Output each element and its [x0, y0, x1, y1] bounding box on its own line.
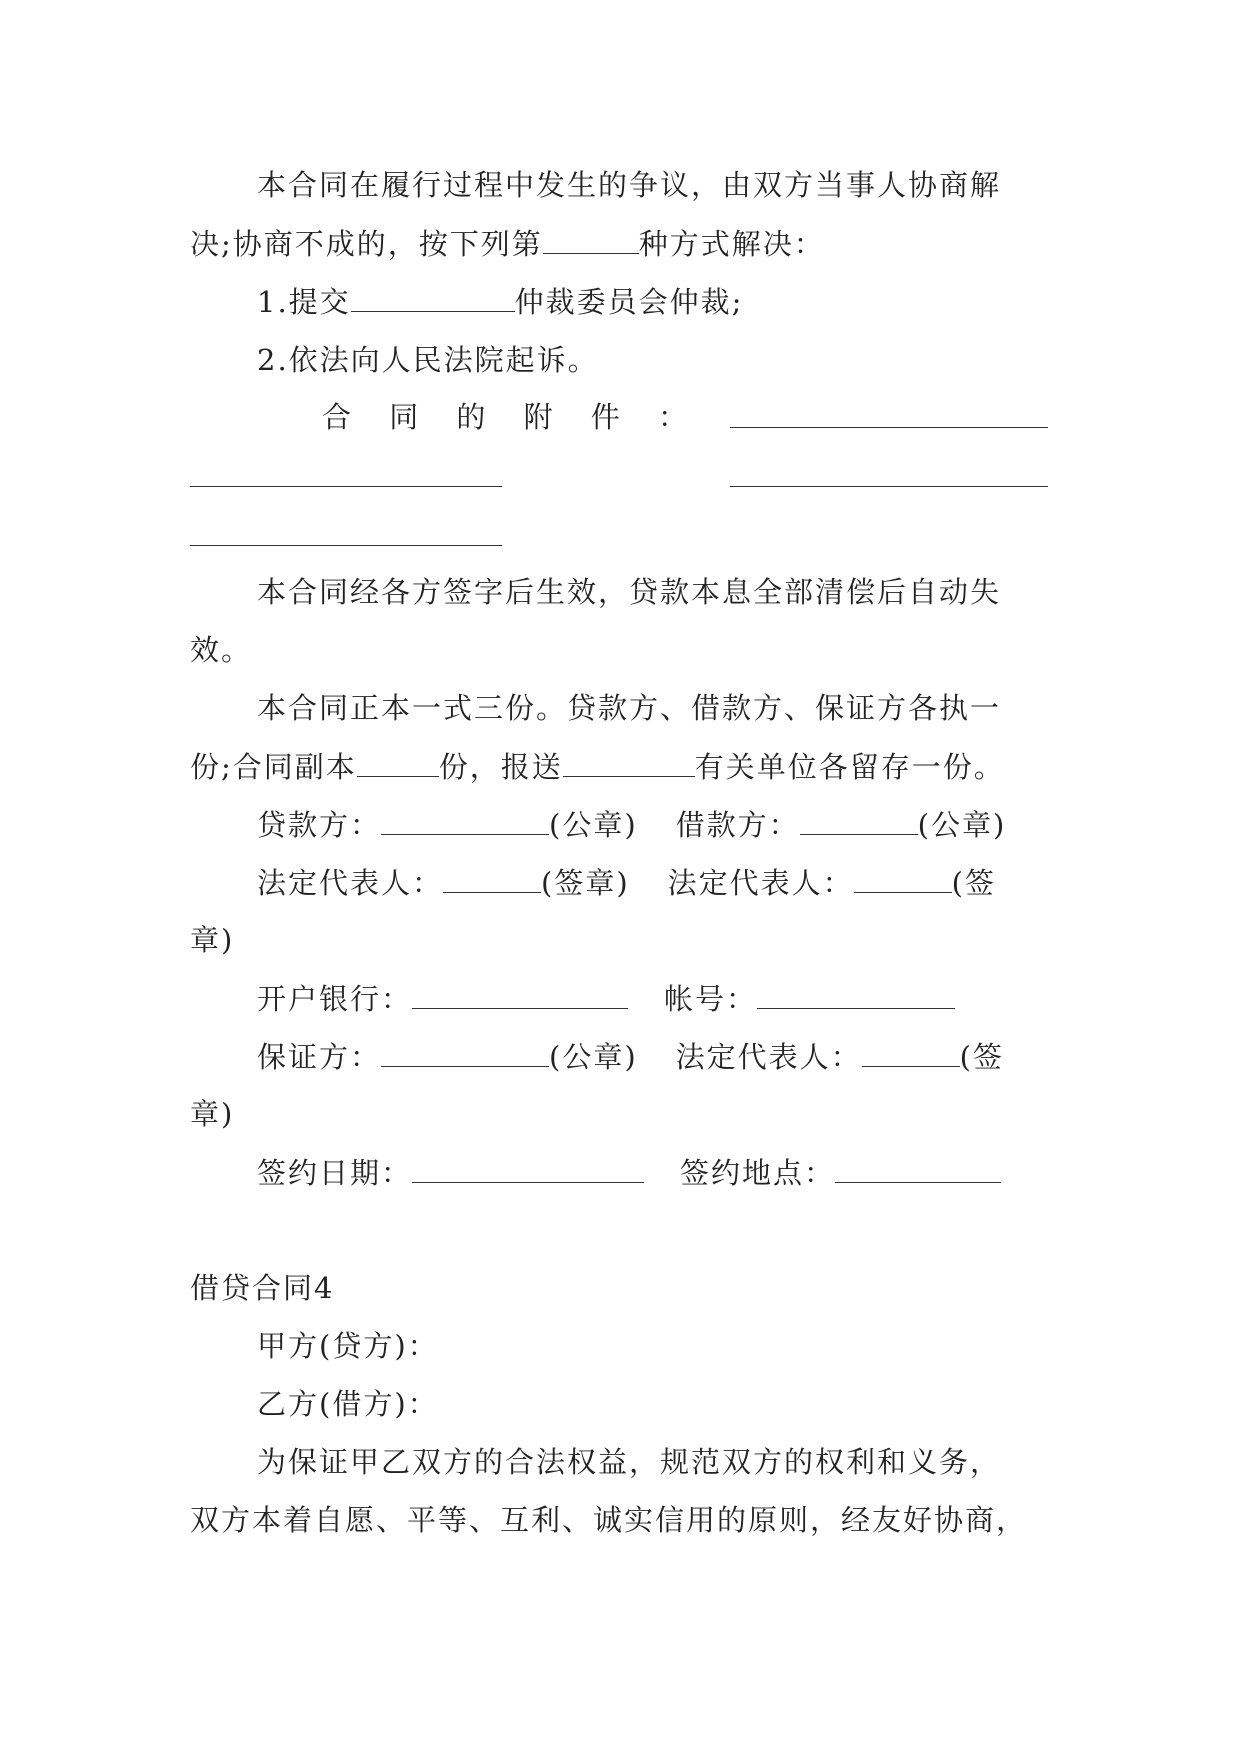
preamble-line1: 为保证甲乙双方的合法权益，规范双方的权利和义务， — [257, 1445, 1002, 1479]
lender-borrower-line: 贷款方： (公章) 借款方： (公章) — [257, 804, 1006, 845]
legal-rep-guarantor-blank — [862, 1036, 960, 1067]
legal-rep-line: 法定代表人： (签章) 法定代表人： (签 — [257, 862, 996, 903]
bank-blank — [412, 978, 628, 1009]
contract4-title: 借贷合同4 — [190, 1271, 335, 1305]
option-arbitration: 1.提交 仲裁委员会仲裁; — [257, 281, 743, 322]
effect-clause-line1: 本合同经各方签字后生效，贷款本息全部清偿后自动失 — [257, 575, 1002, 609]
submit-to-blank — [563, 746, 695, 777]
option-court: 2.依法向人民法院起诉。 — [257, 343, 599, 377]
bank-account-line: 开户银行： 帐号： — [257, 978, 955, 1019]
date-place-line: 签约日期： 签约地点： — [257, 1152, 1001, 1193]
guarantor-blank — [381, 1036, 549, 1067]
attachment-blank-4 — [190, 545, 502, 546]
party-b-line: 乙方(借方)： — [257, 1387, 439, 1421]
arbitration-committee-blank — [351, 281, 515, 312]
party-a-line: 甲方(贷方)： — [257, 1329, 439, 1363]
dispute-clause-line1: 本合同在履行过程中发生的争议，由双方当事人协商解 — [257, 168, 1002, 202]
signing-place-blank — [835, 1152, 1001, 1183]
guarantor-line-cont: 章) — [190, 1097, 235, 1131]
attachment-blank-3 — [730, 486, 1048, 487]
signing-date-blank — [412, 1152, 644, 1183]
dispute-clause-line2: 决;协商不成的，按下列第 种方式解决： — [190, 223, 825, 264]
attachment-blank-1 — [730, 427, 1048, 428]
legal-rep-borrower-blank — [854, 862, 952, 893]
attachment-blank-2 — [190, 486, 502, 487]
attachments-label: 合 同 的 附 件 ： — [322, 400, 687, 434]
account-blank — [757, 978, 955, 1009]
borrower-blank — [800, 804, 918, 835]
duplicate-count-blank — [357, 746, 439, 777]
legal-rep-line-cont: 章) — [190, 923, 235, 957]
copies-clause-line1: 本合同正本一式三份。贷款方、借款方、保证方各执一 — [257, 691, 1002, 725]
effect-clause-line2: 效。 — [190, 633, 253, 667]
legal-rep-lender-blank — [443, 862, 541, 893]
method-number-blank — [543, 223, 639, 254]
preamble-line2: 双方本着自愿、平等、互利、诚实信用的原则，经友好协商， — [190, 1503, 1028, 1537]
guarantor-line: 保证方： (公章) 法定代表人： (签 — [257, 1036, 1004, 1077]
copies-clause-line2: 份;合同副本 份，报送 有关单位各留存一份。 — [190, 746, 1005, 787]
lender-blank — [381, 804, 549, 835]
